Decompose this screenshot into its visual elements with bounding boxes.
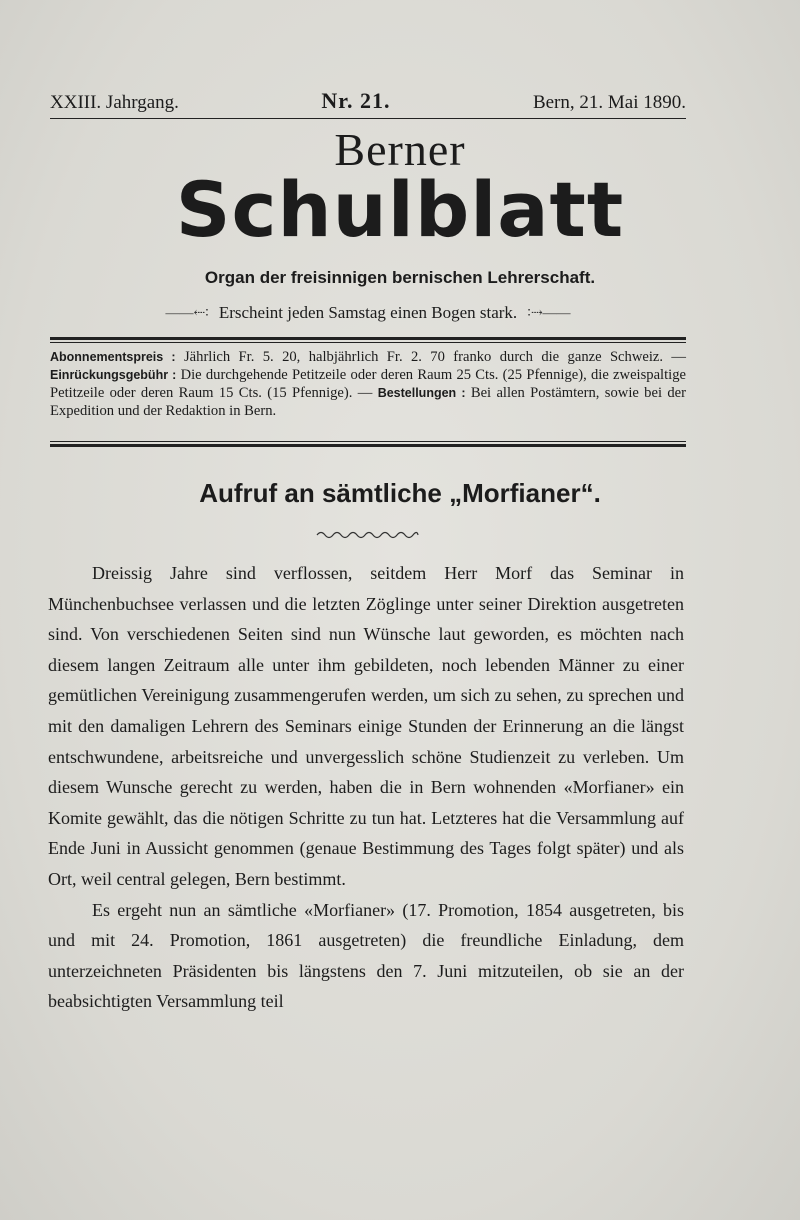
info-top-rule-thick	[50, 337, 686, 340]
article-body	[48, 558, 684, 1017]
place-date: Bern, 21. Mai 1890.	[532, 92, 686, 113]
info-bottom-rule-thin	[50, 441, 686, 442]
info-top-rule-thin	[50, 342, 686, 343]
article-paragraph-2: Es ergeht nun an sämtliche «Morfianer» (17. Promotion, 1854 ausgetreten, bis und mit 24. Promotion, 1861 ausgetreten) die freundliche Einladung, dem unterzeichneten Präsidenten bis längstens den 7. Juni mitzuteilen, ob sie an der beabsichtigten Versammlung teil	[48, 899, 684, 1012]
issue-number: Nr. 21.	[321, 88, 391, 113]
frequency-line	[50, 303, 686, 323]
fee-label: Einrückungsgebühr :	[50, 368, 177, 382]
subtitle: Organ der freisinnigen bernischen Lehrerschaft.	[204, 268, 596, 287]
abo-label: Abonnementspreis :	[50, 350, 176, 364]
order-text: Bei allen Postämtern, sowie bei der Expedition und der Redaktion in Bern.	[50, 385, 686, 419]
masthead-info-row	[50, 88, 686, 116]
flourish-divider-icon	[315, 527, 420, 543]
frequency-text: Erscheint jeden Samstag einen Bogen stark.	[218, 303, 518, 322]
info-bottom-rule-thick	[50, 444, 686, 447]
right-ornament-icon: ∶⇢——	[527, 305, 571, 321]
volume-label: XXIII. Jahrgang.	[50, 92, 179, 113]
fee-text: Die durchgehende Petitzeile oder deren Raum 25 Cts. (25 Pfennige), die zweispaltige Petitzeile oder deren Raum 15 Cts. (15 Pfennige). —	[50, 367, 687, 401]
title-schulblatt: Schulblatt	[175, 165, 625, 254]
title-berner: Berner	[334, 124, 466, 175]
top-rule	[50, 118, 686, 119]
article-paragraph-1: Dreissig Jahre sind verflossen, seitdem Herr Morf das Seminar in Münchenbuchsee verlassen und die letzten Zöglinge unter seiner Direktion ausgetreten sind. Von verschiedenen Seiten sind nun Wünsche laut geworden, es möchten nach diesem langen Zeitraum alle unter ihm gebildeten, noch lebenden Männer zu einer gemütlichen Vereinigung zusammengerufen werden, um sich zu sehen, zu sprechen und mit den damaligen Lehrern des Seminars einige Stunden der Erinnerung an die längst entschwundene, arbeitsreiche und unvergesslich schöne Studienzeit zu verleben. Um diesem Wunsche gerecht zu werden, haben die in Bern wohnenden «Morfianer» ein Komite gewählt, das die nötigen Schritte zu tun hat. Letzteres hat die Versammlung auf Ende Juni in Aussicht genommen (genaue Bestimmung des Tages folgt später) und als Ort, weil central gelegen, Bern bestimmt.	[48, 563, 684, 889]
order-label: Bestellungen :	[377, 386, 466, 400]
subscription-info	[50, 348, 686, 420]
left-ornament-icon: ——⇠∶	[165, 305, 209, 321]
article-headline: Aufruf an sämtliche „Morfianer“.	[199, 478, 601, 508]
abo-text: Jährlich Fr. 5. 20, halbjährlich Fr. 2. 70 franko durch die ganze Schweiz. —	[183, 349, 687, 365]
